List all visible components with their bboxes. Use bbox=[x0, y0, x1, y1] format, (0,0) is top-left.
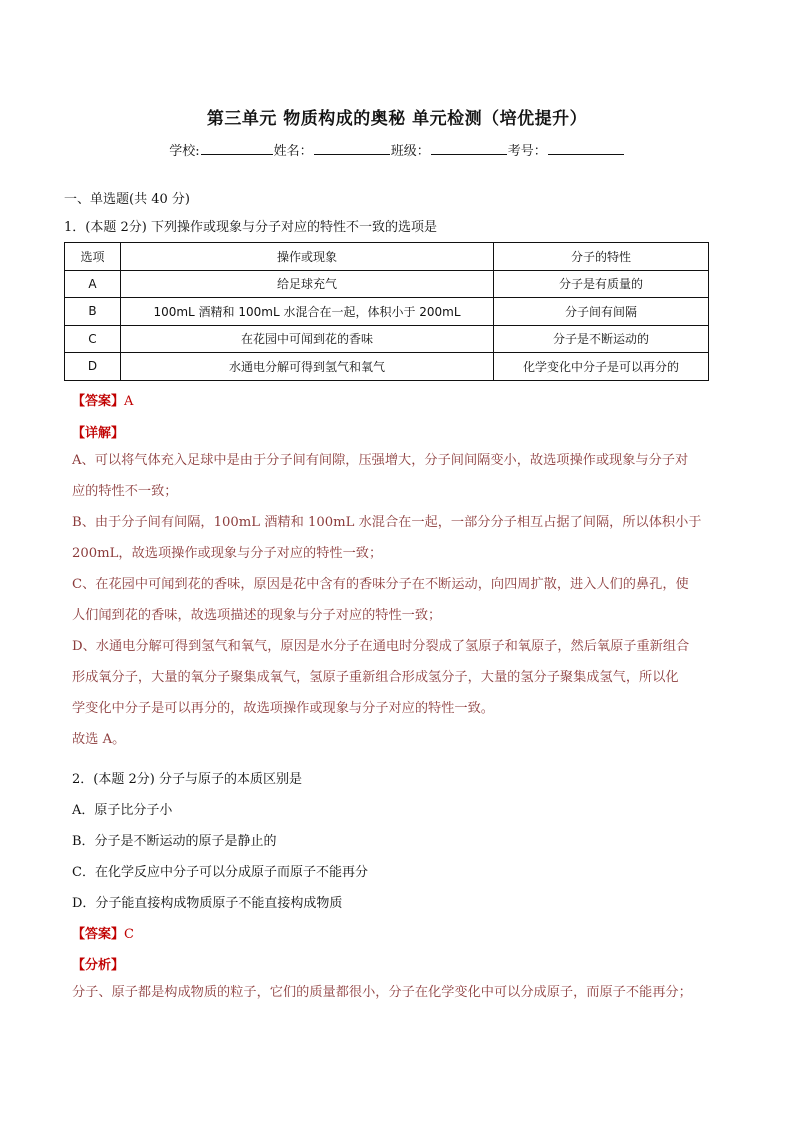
table-row bbox=[65, 270, 709, 298]
table-cell: C bbox=[65, 325, 121, 353]
class-blank[interactable] bbox=[431, 140, 507, 155]
name-label: 姓名： bbox=[273, 144, 313, 159]
conclusion-line: 故选 A。 bbox=[72, 732, 126, 747]
q2-option-b: B．分子是不断运动的原子是静止的 bbox=[72, 834, 277, 849]
table-row bbox=[65, 325, 709, 353]
answer-value: A bbox=[124, 394, 134, 409]
answer-label: 【答案】 bbox=[72, 394, 125, 409]
table-cell: 水通电分解可得到氢气和氧气 bbox=[121, 353, 494, 381]
answer-label: 【答案】 bbox=[72, 927, 125, 942]
detail-line: 人们闻到花的香味，故选项描述的现象与分子对应的特性一致； bbox=[72, 608, 442, 623]
detail-line: C、在花园中可闻到花的香味，原因是花中含有的香味分子在不断运动，向四周扩散，进入人们的鼻孔，使 bbox=[72, 577, 689, 592]
name-blank[interactable] bbox=[314, 140, 390, 155]
q2-analysis-paragraph bbox=[72, 977, 752, 1008]
q2-answer-line bbox=[72, 923, 134, 942]
q1-answer-line bbox=[72, 390, 133, 409]
table-header-row bbox=[65, 243, 709, 271]
question-2-stem: 2．(本题 2分) 分子与原子的本质区别是 bbox=[72, 772, 302, 787]
question-1-stem: 1．(本题 2分) 下列操作或现象与分子对应的特性不一致的选项是 bbox=[64, 220, 437, 235]
analysis-label: 【分析】 bbox=[72, 958, 125, 973]
table-cell: 在花园中可闻到花的香味 bbox=[121, 325, 494, 353]
class-label: 班级： bbox=[390, 144, 430, 159]
table-row bbox=[65, 353, 709, 381]
detail-line: 应的特性不一致； bbox=[72, 484, 178, 499]
exam-no-blank[interactable] bbox=[548, 140, 624, 155]
q1-detail-paragraph bbox=[72, 445, 722, 755]
table-cell: 化学变化中分子是可以再分的 bbox=[494, 353, 709, 381]
table-cell: D bbox=[65, 353, 121, 381]
detail-line: 学变化中分子是可以再分的，故选项操作或现象与分子对应的特性一致。 bbox=[72, 701, 494, 716]
table-header-cell: 分子的特性 bbox=[494, 243, 709, 271]
section-heading: 一、单选题(共 40 分) bbox=[64, 192, 190, 207]
table-cell: 100mL 酒精和 100mL 水混合在一起，体积小于 200mL bbox=[121, 298, 494, 326]
answer-value: C bbox=[124, 927, 134, 942]
analysis-line: 分子、原子都是构成物质的粒子，它们的质量都很小，分子在化学变化中可以分成原子，而原子不能再分； bbox=[72, 985, 692, 1000]
table-header-cell: 操作或现象 bbox=[121, 243, 494, 271]
table-cell: B bbox=[65, 298, 121, 326]
school-label: 学校: bbox=[169, 144, 200, 159]
table-cell: 给足球充气 bbox=[121, 270, 494, 298]
table-cell: 分子是有质量的 bbox=[494, 270, 709, 298]
school-blank[interactable] bbox=[201, 140, 273, 155]
q2-option-c: C．在化学反应中分子可以分成原子而原子不能再分 bbox=[72, 865, 368, 880]
detail-label: 【详解】 bbox=[72, 426, 125, 441]
detail-line: D、水通电分解可得到氢气和氧气，原因是水分子在通电时分裂成了氢原子和氧原子，然后氧原子重新组合 bbox=[72, 639, 690, 654]
student-info-line bbox=[0, 140, 794, 159]
detail-line: 形成氧分子，大量的氧分子聚集成氧气，氢原子重新组合形成氢分子，大量的氢分子聚集成氢气，所以化 bbox=[72, 670, 679, 685]
detail-line: 200mL，故选项操作或现象与分子对应的特性一致； bbox=[72, 546, 383, 561]
table-cell: 分子间有间隔 bbox=[494, 298, 709, 326]
q2-option-a: A．原子比分子小 bbox=[72, 803, 173, 818]
table-cell: A bbox=[65, 270, 121, 298]
question-1-table bbox=[64, 242, 709, 381]
q2-option-d: D．分子能直接构成物质原子不能直接构成物质 bbox=[72, 896, 343, 911]
table-row bbox=[65, 298, 709, 326]
page-title: 第三单元 物质构成的奥秘 单元检测（培优提升） bbox=[206, 109, 588, 129]
exam-no-label: 考号： bbox=[507, 144, 547, 159]
table-header-cell: 选项 bbox=[65, 243, 121, 271]
detail-line: A、可以将气体充入足球中是由于分子间有间隙，压强增大，分子间间隔变小，故选项操作或现象与分子对 bbox=[72, 453, 689, 468]
detail-line: B、由于分子间有间隔，100mL 酒精和 100mL 水混合在一起，一部分分子相互占据了间隔，所以体积小于 bbox=[72, 515, 702, 530]
table-cell: 分子是不断运动的 bbox=[494, 325, 709, 353]
